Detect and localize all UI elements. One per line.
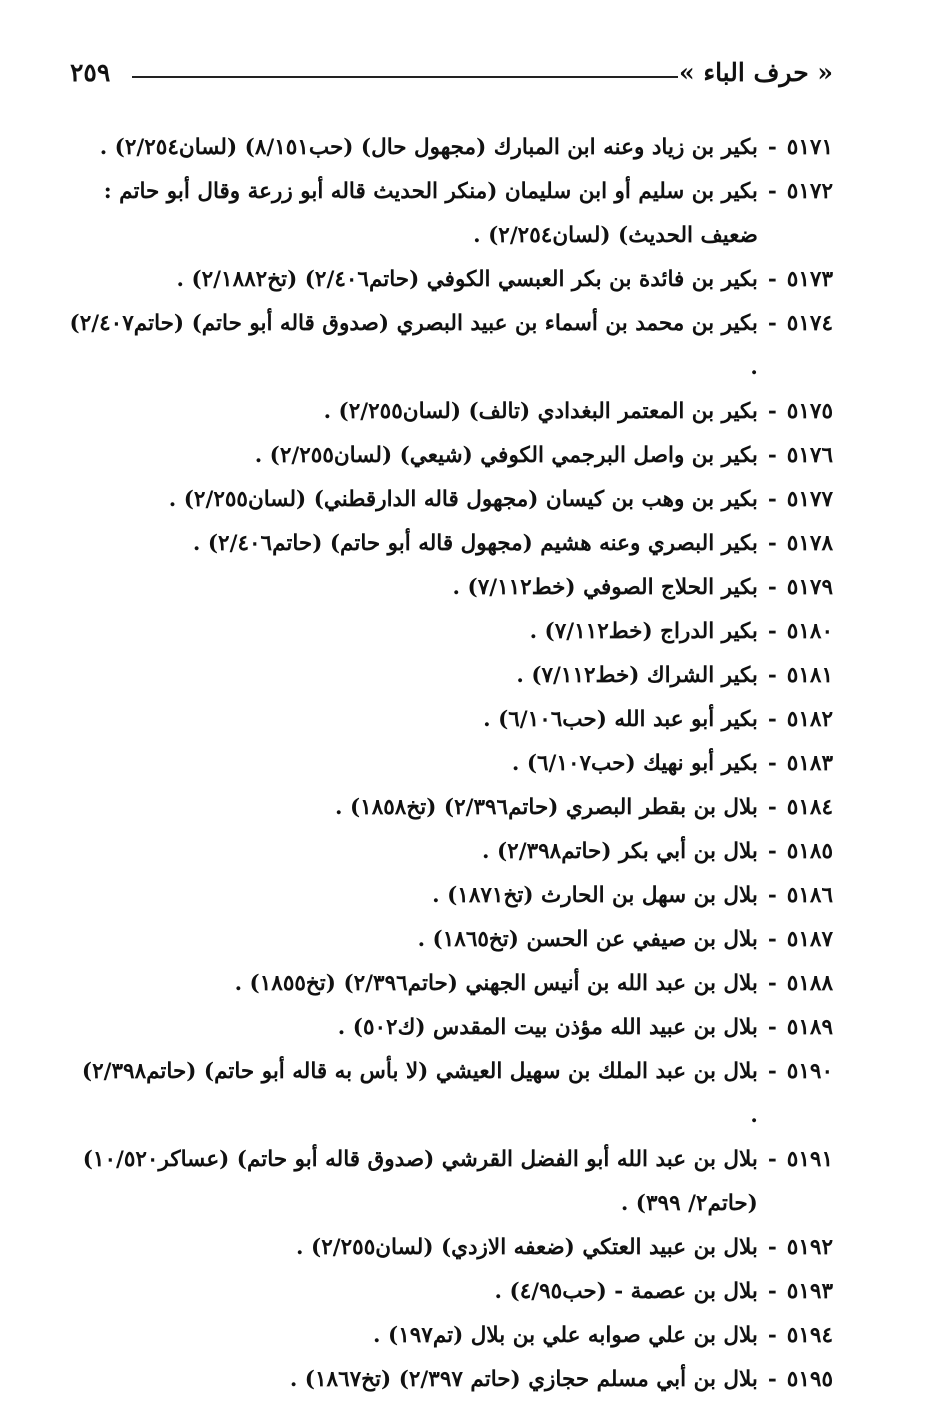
list-item [68,522,833,566]
entry-text: بكير الحلاج الصوفي (خط٧/١١٢) . [452,575,758,600]
chapter-title: « حرف الباء » [678,58,833,87]
entry-text: بكير بن المعتمر البغدادي (تالف) (لسان٢/٢٥٥) . [323,399,758,424]
entry-dash: - [767,1147,777,1172]
entry-text: بكير بن زياد وعنه ابن المبارك (مجهول حال) (حب٨/١٥١) (لسان٢/٢٥٤) . [99,135,758,160]
entry-number: ٥١٧١ [786,135,833,160]
list-item [68,170,833,258]
entry-number: ٥١٩٠ [786,1059,833,1084]
entry-number: ٥١٩١ [786,1147,833,1172]
page-number: ٢٥٩ [70,58,111,87]
entry-dash: - [767,1059,777,1084]
list-item [68,566,833,610]
entry-text: بلال بن عبد الله بن أنيس الجهني (حاتم٢/٣٩٦) (تخ١٨٥٥) . [234,971,758,996]
entry-text: بكير أبو نهيك (حب٦/١٠٧) . [511,751,758,776]
entry-number: ٥١٧٧ [786,487,833,512]
list-item [68,610,833,654]
entry-text: بلال بن أبي مسلم حجازي (حاتم ٢/٣٩٧) (تخ١٨٦٧) . [289,1367,758,1392]
header-rule [132,76,678,78]
list-item [68,742,833,786]
entry-dash: - [767,267,777,292]
entry-dash: - [767,311,777,336]
entry-number: ٥١٨١ [786,663,833,688]
entry-text: بكير بن محمد بن أسماء بن عبيد البصري (صدوق قاله أبو حاتم) (حاتم٢/٤٠٧) . [69,311,758,380]
entry-number: ٥١٨٨ [786,971,833,996]
entry-number: ٥١٧٢ [786,179,833,204]
entry-text: بلال بن سهل بن الحارث (تخ١٨٧١) . [432,883,758,908]
entry-text: بكير بن وهب بن كيسان (مجهول قاله الدارقطني) (لسان٢/٢٥٥) . [168,487,758,512]
entry-text: بلال بن عبيد العتكي (ضعفه الازدي) (لسان٢/٢٥٥) . [296,1235,758,1260]
list-item [68,478,833,522]
entry-number: ٥١٨٧ [786,927,833,952]
list-item [68,1358,833,1402]
entry-dash: - [767,1367,777,1392]
entry-text: بكير الدراج (خط٧/١١٢) . [529,619,758,644]
list-item [68,1006,833,1050]
entry-dash: - [767,663,777,688]
entry-dash: - [767,883,777,908]
entry-number: ٥١٨٣ [786,751,833,776]
list-item [68,1314,833,1358]
list-item [68,874,833,918]
page-header [70,58,833,94]
entry-number: ٥١٨٠ [786,619,833,644]
entry-number: ٥١٩٣ [786,1279,833,1304]
entry-dash: - [767,1279,777,1304]
entry-dash: - [767,1235,777,1260]
list-item [68,654,833,698]
entry-text: بلال بن عبد الملك بن سهيل العيشي (لا بأس به قاله أبو حاتم) (حاتم٢/٣٩٨) . [81,1059,758,1128]
entry-dash: - [767,531,777,556]
list-item [68,918,833,962]
entry-dash: - [767,487,777,512]
entry-text: بلال بن عصمة - (حب٤/٩٥) . [494,1279,758,1304]
entry-number: ٥١٧٤ [786,311,833,336]
list-item [68,1050,833,1138]
entry-dash: - [767,1323,777,1348]
list-item [68,1138,833,1226]
entry-list [68,126,833,1402]
entry-dash: - [767,135,777,160]
entry-text: بكير بن فائدة بن بكر العبسي الكوفي (حاتم٢/٤٠٦) (تخ٢/١٨٨٢) . [176,267,758,292]
entry-number: ٥١٧٦ [786,443,833,468]
list-item [68,390,833,434]
entry-dash: - [767,575,777,600]
entry-number: ٥١٨٢ [786,707,833,732]
entry-number: ٥١٨٥ [786,839,833,864]
entry-text: بلال بن أبي بكر (حاتم٢/٣٩٨) . [482,839,758,864]
entry-text: بكير بن واصل البرجمي الكوفي (شيعي) (لسان٢/٢٥٥) . [254,443,758,468]
entry-dash: - [767,179,777,204]
entry-number: ٥١٩٤ [786,1323,833,1348]
list-item [68,830,833,874]
entry-number: ٥١٨٦ [786,883,833,908]
entry-number: ٥١٧٣ [786,267,833,292]
entry-text: بلال بن عبيد الله مؤذن بيت المقدس (ك٥٠٢) . [337,1015,758,1040]
entry-number: ٥١٩٢ [786,1235,833,1260]
entry-dash: - [767,971,777,996]
entry-number: ٥١٨٤ [786,795,833,820]
entry-dash: - [767,399,777,424]
entry-text: بلال بن صيفي عن الحسن (تخ١٨٦٥) . [417,927,758,952]
entry-dash: - [767,751,777,776]
entry-text: بكير البصري وعنه هشيم (مجهول قاله أبو حاتم) (حاتم٢/٤٠٦) . [192,531,758,556]
entry-text: بلال بن بقطر البصري (حاتم٢/٣٩٦) (تخ١٨٥٨) . [335,795,758,820]
entry-dash: - [767,619,777,644]
entry-dash: - [767,443,777,468]
list-item [68,1226,833,1270]
entry-text: بكير الشراك (خط٧/١١٢) . [516,663,758,688]
entry-number: ٥١٧٩ [786,575,833,600]
entry-text: بلال بن عبد الله أبو الفضل القرشي (صدوق قاله أبو حاتم) (عساكر١٠/٥٢٠) (حاتم٢/ ٣٩٩) . [82,1147,758,1216]
entry-text: بلال بن علي صوابه علي بن بلال (تم١٩٧) . [373,1323,758,1348]
list-item [68,698,833,742]
entry-text: بكير أبو عبد الله (حب٦/١٠٦) . [483,707,758,732]
entry-dash: - [767,707,777,732]
list-item [68,962,833,1006]
entry-number: ٥١٨٩ [786,1015,833,1040]
entry-number: ٥١٧٥ [786,399,833,424]
entry-dash: - [767,795,777,820]
entry-number: ٥١٩٥ [786,1367,833,1392]
entry-dash: - [767,1015,777,1040]
list-item [68,434,833,478]
list-item [68,126,833,170]
list-item [68,1270,833,1314]
entry-dash: - [767,927,777,952]
entry-number: ٥١٧٨ [786,531,833,556]
entry-text: بكير بن سليم أو ابن سليمان (منكر الحديث قاله أبو زرعة وقال أبو حاتم : ضعيف الحديث) (لسان٢/٢٥٤) . [103,179,758,248]
list-item [68,302,833,390]
list-item [68,786,833,830]
list-item [68,258,833,302]
entry-dash: - [767,839,777,864]
